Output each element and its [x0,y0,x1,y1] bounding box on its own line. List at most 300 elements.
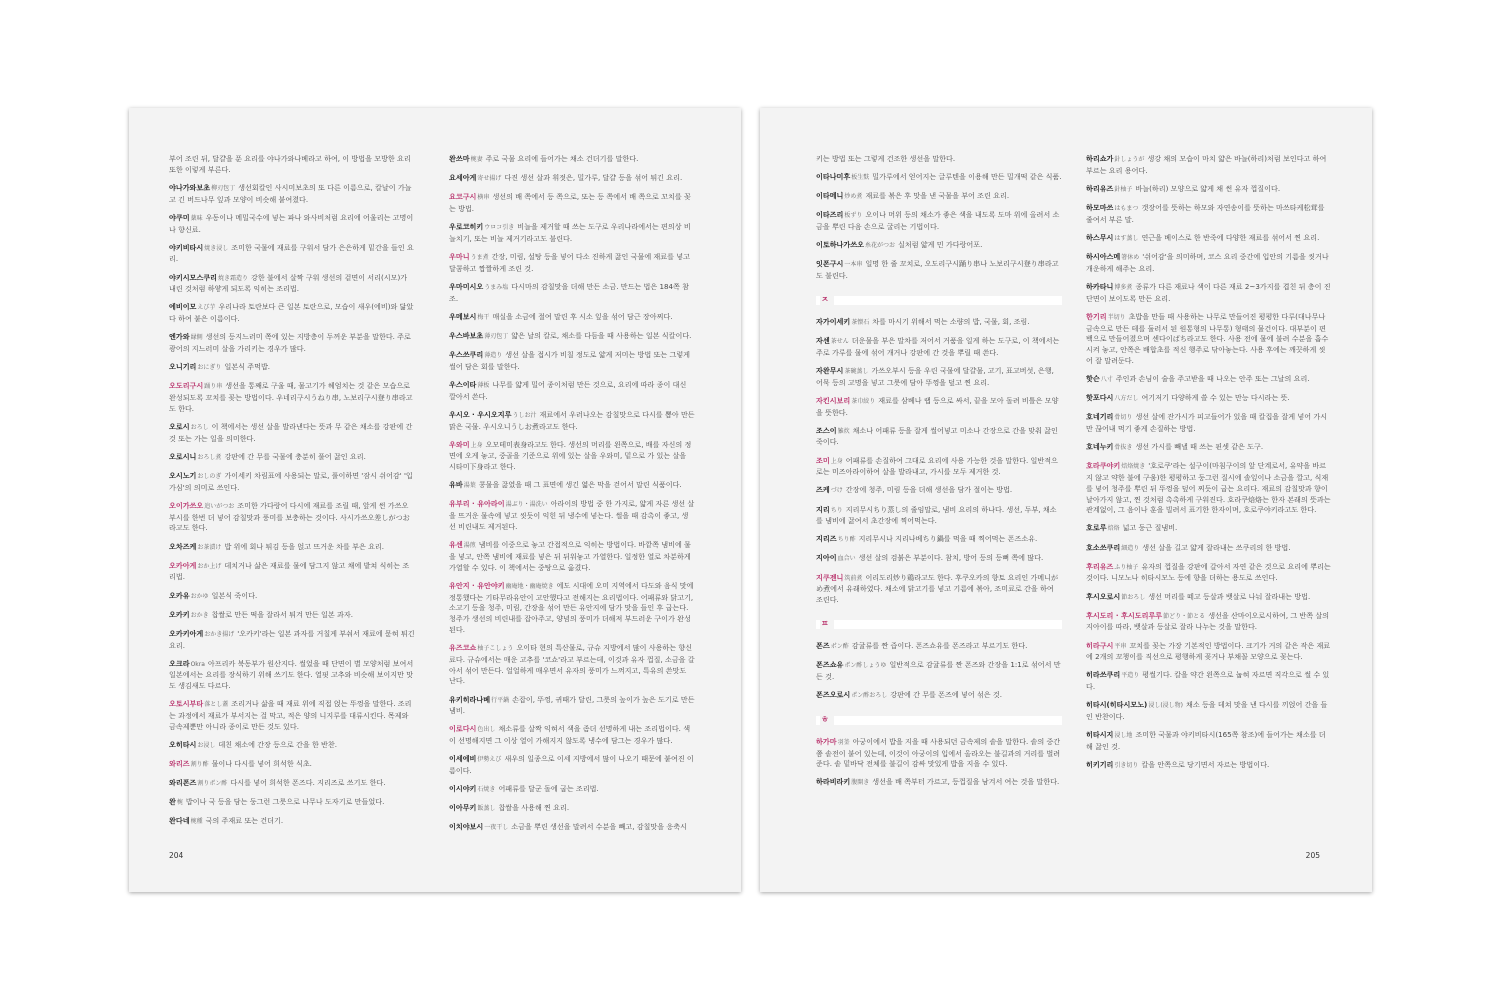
entry-term: 이로다시 [449,724,477,734]
entry-reading: 平造り [1121,672,1140,680]
glossary-entry [816,573,1062,606]
entry-reading: 薬味 [190,214,203,222]
entry-definition: 손잡이, 뚜껑, 귀때가 달린, 그릇의 높이가 높은 도기로 만든 냄비. [449,694,695,716]
entry-term: 오카유 [169,590,190,600]
entry-definition: 어패류를 손질하여 그대로 요리에 사용 가능한 것을 말한다. 일반적으로는 미즈아라이하여 살을 발라내고, 가시를 모두 제거한 것. [816,455,1058,477]
glossary-entry [816,737,1062,770]
glossary-entry [449,822,695,834]
entry-reading: 焼き霜造り [217,274,248,282]
entry-reading: 縁側 [190,334,203,342]
entry-definition: 주인과 손님이 술을 주고받을 때 나오는 안주 또는 그날의 요리. [1115,374,1310,384]
entry-reading: 半切り [1107,313,1126,321]
glossary-entry [449,754,695,777]
entry-term: 히라쓰쿠리 [1086,670,1121,680]
entry-reading: 薄刃包丁 [484,332,509,340]
entry-term: 오니기리 [169,362,197,372]
entry-definition: 채소나 어패류 등을 잘게 썰어넣고 미소나 간장으로 간을 맞춰 끓인 죽이다. [816,425,1058,447]
entry-term: 호소쓰쿠리 [1086,542,1121,552]
entry-term: 호라쿠야키 [1086,461,1121,471]
entry-reading: えび芋 [197,304,216,312]
entry-reading: 石焼き [477,786,496,794]
glossary-entry [1086,611,1332,634]
glossary-entry [169,542,415,554]
entry-term: 지리즈 [816,534,837,544]
entry-reading: 茶せん [830,337,849,345]
entry-reading: 細造り [1121,544,1140,552]
entry-definition: 일명 한 줄 꼬치로, 오도리구시踊り串나 노보리구시登り串라고도 불린다. [816,259,1059,281]
entry-definition: 바늘(하리) 모양으로 얇게 채 썬 유자 껍질이다. [1135,183,1281,193]
glossary-entry [816,690,1062,702]
glossary-entry [1086,412,1332,435]
glossary-entry [449,331,695,343]
entry-reading: 板ずり [844,212,863,220]
glossary-entry [449,440,695,473]
glossary-entry [449,784,695,796]
glossary-entry [169,422,415,445]
glossary-entry [169,362,415,374]
entry-definition: 생선 살을 길고 얇게 잘라내는 쓰쿠리의 한 방법. [1142,542,1291,552]
entry-definition: 조미한 국물과 야키비타시(165쪽 참조)에 들어가는 채소를 더해 끓인 것. [1086,730,1326,752]
entry-term: 야키비타시 [169,242,204,252]
entry-reading: 椀妻 [470,156,483,163]
entry-term: 오차즈케 [169,541,197,551]
entry-definition: '오카키'라는 일본 과자를 거칠게 부숴서 재료에 묻혀 튀긴 요리. [169,628,415,650]
glossary-entry [1086,374,1332,386]
entry-term: 히키기리 [1086,760,1114,770]
entry-definition: 비늘을 제거할 때 쓰는 도구로 우리나라에서는 편의상 비늘치기, 또는 비늘 제거기라고도 불린다. [449,222,691,243]
entry-reading: 横串 [477,194,490,202]
entry-definition: 강판에 간 무를 폰즈에 넣어 섞은 것. [890,689,1003,699]
glossary-entry [816,154,1062,165]
glossary-entry [1086,312,1332,367]
glossary-entry [1086,670,1332,693]
glossary-entry [816,426,1062,449]
entry-reading: 割り酢 [190,761,209,769]
entry-definition: 얇은 날의 칼로, 채소를 다듬을 때 사용하는 일본 식칼이다. [511,330,692,340]
section-letter: ㅍ [820,618,834,630]
entry-reading: 椀 [176,799,183,807]
glossary-column [449,154,695,854]
entry-definition: 찹쌀을 사용해 찐 요리. [498,803,570,813]
glossary-entry [1086,700,1332,723]
entry-reading: 行平鍋 [491,696,510,704]
entry-term: 폰즈오로시 [816,689,851,699]
entry-term: 하라비라키 [816,777,851,787]
entry-reading: ウロコ引き [484,224,515,232]
glossary-entry [1086,154,1332,177]
entry-definition: 다시를 넣어 희석한 폰즈다. 지리즈로 쓰기도 한다. [230,778,386,788]
entry-reading: 八寸 [1100,376,1113,384]
entry-definition: '쉬어감'을 의미하며, 코스 요리 중간에 입안의 기름을 씻거나 개운하게 해주는 요리. [1086,251,1329,273]
entry-reading: 引き切り [1114,762,1139,770]
entry-term: 잇폰구시 [816,259,844,269]
entry-term: 조미 [816,455,830,465]
entry-definition: 국의 주재료 또는 건더기. [205,816,284,826]
glossary-entry [1086,184,1332,196]
entry-reading: 炒め煮 [844,193,863,201]
entry-reading: うま煮 [470,253,489,261]
entry-reading: 箸休め [1121,253,1140,261]
entry-term: 히타시(히타시모노) [1086,700,1148,710]
entry-term: 완다네 [169,816,190,826]
entry-reading: 茶巾絞り [851,397,876,405]
entry-definition: 소금을 뿌린 생선을 말려서 수분을 빼고, 감칠맛을 응축시 [511,822,687,832]
entry-definition: 간장, 미림, 설탕 등을 넣어 다소 진하게 끓인 국물에 재료를 넣고 달콤하고 짭짤하게 조린 것. [449,251,690,273]
entry-definition: 콩물을 끓였을 때 그 표면에 생긴 엷은 막을 걷어서 말린 식품이다. [478,480,682,490]
entry-term: 완 [169,797,176,807]
entry-term: 호네기리 [1086,412,1114,422]
entry-definition: 초밥을 만들 때 사용하는 나무로 만들어진 평평한 다루(대나무나 금속으로 만든 테를 둘러서 된 원통형의 나무통) 형태의 물건이다. 대부분이 편백으로 만들어졌으며 센다이ばち라고도 한다. 사용 전에 물에 불려 수분을 흡수시켜 놓고, 안쪽은 배합초를 적신 행주로 닦아놓는다. 사용 후에는 깨끗하게 씻어 잘 말려둔다. [1086,311,1329,365]
entry-reading: 薄板 [477,381,490,389]
entry-term: 오로시니 [169,451,197,461]
glossary-entry [169,699,415,732]
section-header [816,620,1062,629]
entry-term: 우마니 [449,251,470,261]
glossary-entry [449,724,695,747]
glossary-entry [169,629,415,652]
entry-reading: おかゆ [190,592,209,600]
entry-reading: はもまつ [1114,204,1139,212]
glossary-entry [816,456,1062,479]
entry-term: 호로루 [1086,523,1107,533]
entry-reading: おしのぎ [197,473,222,480]
entry-definition: 냄비를 이중으로 놓고 간접적으로 익히는 방법이다. 바깥쪽 냄비에 물을 넣고, 안쪽 냄비에 재료를 넣은 뒤 뒤워놓고 가열한다. 일정한 열로 차분하게 가열할 수 있다. 이 책에서는 중탕으로 옮겼다. [449,540,691,572]
glossary-entry [816,336,1062,359]
entry-reading: 血合い [837,555,856,563]
entry-reading: 骨切り [1114,414,1133,422]
glossary-entry [1086,252,1332,275]
entry-term: 히타시지 [1086,730,1114,740]
page-number: 204 [169,851,184,860]
entry-definition: 실처럼 얇게 민 가다랑어포. [897,240,983,250]
entry-term: 우시오 · 우시오지루 [449,409,512,419]
glossary-entry [449,581,695,636]
entry-term: 유즈코쇼 [449,643,477,653]
entry-term: 우로코히키 [449,222,484,232]
glossary-entry [169,154,415,176]
glossary-entry [169,561,415,584]
section-header [816,296,1062,305]
entry-term: 한기리 [1086,311,1107,321]
entry-reading: 柚子こしょう [477,645,514,653]
entry-reading: 梅干 [477,313,490,321]
entry-definition: 가이세키 차림표에 사용되는 말로, 풀이하면 '잠시 쉬어감' '입가심'의 의미로 쓰인다. [169,471,413,492]
glossary-entry [449,312,695,324]
entry-term: 요코구시 [449,192,477,202]
entry-reading: うしお汁 [512,411,537,419]
entry-term: 자센 [816,335,830,345]
entry-term: 핫슨 [1086,374,1100,384]
entry-definition: 일본식 죽이다. [211,590,258,600]
entry-definition: 나무를 얇게 밀어 종이처럼 만든 것으로, 요리에 따라 종이 대신 깔아서 쓴다. [449,379,687,401]
entry-definition: 생선 살을 접시가 비칠 정도로 얇게 저미는 방법 또는 그렇게 썰어 담은 회를 말한다. [449,349,691,371]
entry-term: 우마미시오 [449,281,484,291]
entry-definition: 아프리카 북동부가 원산지다. 썰었을 때 단면이 별 모양처럼 보여서 일본에서는 요리를 장식하기 위해 쓰기도 한다. 열핏 고추와 비슷해 보이지만 맛도 생김새도 다르다. [169,658,414,691]
entry-term: 오카키아게 [169,628,204,638]
entry-definition: 일본식 주먹밥. [224,362,271,372]
entry-reading: 湯煎 [463,542,476,550]
entry-term: 즈케 [816,485,830,495]
entry-reading: ポン酢しょうゆ [844,662,887,670]
entry-reading: 針しょうが [1114,156,1145,163]
entry-definition: 부어 조린 뒤, 달걀을 푼 요리를 야나가와나베라고 하여, 이 방법을 모방한 요리 또한 이렇게 부른다. [169,154,411,174]
glossary-entry [816,259,1062,282]
entry-definition: 다진 생선 살과 휘젓은, 밀가루, 달걀 등을 섞어 튀긴 요리. [504,173,683,183]
entry-reading: 平串 [1114,642,1127,650]
glossary-entry [169,213,415,236]
left-page [129,108,741,892]
glossary-entry [816,396,1062,419]
entry-reading: 湯ぶり・湯洗い [505,501,548,509]
entry-term: 하카타니 [1086,281,1114,291]
entry-reading: 追いがつお [204,502,235,510]
entry-definition: 생선을 배 쪽부터 가르고, 등껍질을 남겨서 여는 것을 말한다. [872,777,1060,787]
entry-reading: 節どり・節とる [1163,612,1206,620]
glossary-entry [169,332,415,355]
entry-reading: 飯蒸し [477,805,496,813]
entry-term: 히라구시 [1086,640,1114,650]
glossary-entry [169,816,415,828]
glossary-entry [449,282,695,305]
glossary-entry [816,366,1062,389]
entry-definition: 갯장어를 뜻하는 하모와 자연송이를 뜻하는 마쓰타케松茸를 줄여서 부른 말. [1086,202,1325,224]
entry-reading: 羽釜 [837,738,850,746]
entry-term: 하리유즈 [1086,183,1114,193]
entry-definition: 찹쌀로 만든 떡을 잘라서 튀겨 만든 일본 과자. [211,609,353,619]
entry-definition: 생선회칼인 사시미보초의 또 다른 이름으로, 칼날이 가늘고 긴 버드나무 잎과 모양이 비슷해 붙여졌다. [169,182,412,204]
entry-term: 하모마쓰 [1086,202,1114,212]
glossary-entry [1086,562,1332,585]
entry-term: 핫포다시 [1086,393,1114,403]
entry-term: 오시노기 [169,471,197,480]
glossary-entry [1086,233,1332,245]
entry-reading: おかき揚げ [204,630,235,638]
entry-definition: 이 책에서는 생선 살을 발라낸다는 뜻과 무 같은 채소를 강판에 간 것 또는 가는 일을 의미한다. [169,422,413,443]
glossary-entry [816,641,1062,653]
glossary-entry [1086,282,1332,305]
entry-reading: 色出し [477,726,496,734]
entry-definition: 강판에 간 무를 국물에 충분히 풀어 끓인 요리. [224,451,366,461]
glossary-entry [169,183,415,206]
entry-definition: 오이나 머위 등의 채소가 좋은 색을 내도록 도마 위에 올려서 소금을 뿌린 다음 손으로 굴리는 기법이다. [816,210,1060,232]
entry-definition: 데친 채소에 간장 등으로 간을 한 반찬. [218,740,338,750]
entry-definition: 강한 불에서 살짝 구워 생선의 겉면이 서리(시모)가 내린 것처럼 하얗게 되도록 익히는 조리법. [169,272,408,294]
page-number: 205 [1305,851,1320,860]
entry-term: 조스이 [816,425,837,435]
entry-term: 유안지 · 유안야키 [449,580,505,590]
entry-term: 와리즈 [169,759,190,769]
entry-definition: 생선을 산마이오로시하여, 그 반쪽 살의 지아이를 따라, 뱃살과 등살로 잘라 나누는 것을 말한다. [1086,610,1330,632]
entry-reading: 茶碗蒸し [844,367,869,375]
glossary-entry [816,172,1062,184]
glossary-entry [449,350,695,373]
entry-reading: 薄造り [484,351,503,359]
entry-reading: お茶漬け [197,543,222,551]
entry-term: 유센 [449,540,463,550]
entry-reading: おろし煮 [197,453,222,461]
section-letter: ㅎ [820,714,834,726]
entry-definition: 밀가루에서 얻어지는 글루텐을 이용해 만든 밀개떡 같은 식품. [872,172,1062,182]
entry-term: 이타메니 [816,191,844,201]
entry-reading: 茶懐石 [851,318,870,326]
glossary-entry [1086,461,1332,516]
entry-definition: 조미한 국물에 재료를 구워서 담가 은은하게 밑간을 들인 요리. [169,242,414,264]
glossary-entry [449,154,695,166]
entry-definition: 생선 가시를 빼낼 때 쓰는 핀셋 같은 도구. [1135,442,1264,452]
glossary-entry [169,471,415,494]
entry-reading: 糸花がつお [864,242,895,250]
glossary-entry [1086,203,1332,226]
entry-definition: 지리무시나 지리나베ちり鍋를 먹을 때 찍어먹는 폰즈소유. [858,534,1038,544]
entry-definition: 오이타 현의 특산물로, 규슈 지방에서 많이 사용하는 향신료다. 규슈에서는 매운 고추를 '코쇼'라고 부르는데, 이것과 유자 껍질, 소금을 갈아서 섞어 만든다. 얼얼하게 매우면서 유자의 풍미가 느껴지고, 특유의 쓴맛도 난다. [449,643,695,686]
glossary-entry [1086,393,1332,405]
glossary-column [816,154,1062,854]
glossary-entry [449,380,695,403]
glossary-entry [169,591,415,603]
entry-definition: 생선을 통째로 구울 때, 물고기가 헤엄치는 것 같은 모습으로 완성되도록 꼬치를 꽂는 방법이다. 우네리구시うねり串, 노보리구시登り串라고도 한다. [169,381,413,413]
entry-definition: 데치거나 삶은 재료를 물에 담그지 않고 채에 밭쳐 식히는 조리법. [169,560,410,582]
entry-definition: 생선 살의 검붉은 부분이다. 참치, 방어 등의 등뼈 쪽에 많다. [858,553,1044,563]
entry-reading: おかき [190,611,209,619]
glossary-entry [1086,442,1332,454]
entry-term: 우스이타 [449,379,477,389]
entry-term: 야나가와보초 [169,182,211,192]
glossary-entry [1086,730,1332,753]
glossary-entry [1086,641,1332,664]
entry-reading: はす蒸し [1114,234,1139,242]
entry-definition: '호로쿠'라는 설구이(마침구이의 앞 단계로서, 유약을 바르지 않고 약한 불에 구움)한 평평하고 둥그런 질시에 솔잎이나 소금을 깔고, 식재를 넣어 청주를 뿌린 뒤 뚜껑을 덮어 찌듯이 굽는 요리다. 재료의 감칠맛과 향이 날아가지 않고, 찐 것처럼 촉촉하게 구워진다. 호라쿠焙烙는 한자 본래의 뜻과는 관계없이, 그 음이나 훈을 빌려서 표기한 한자이며, 호로쿠야키라고도 한다. [1086,461,1331,515]
entry-reading: 割りポン酢 [197,780,228,788]
entry-definition: 에도 시대에 오미 지역에서 다도와 음식 맛에 정통했다는 기타무라유안이 고안했다고 전해지는 요리법이다. 어패류와 닭고기, 소고기 등을 청주, 미림, 간장을 섞어 만든 유안지에 담가 맛을 들인 후 굽는다. 청주가 생선의 비린내를 잡아주고, 양념의 풍미가 더해져 부드러운 구이가 완성된다. [449,580,694,634]
entry-definition: 연근을 베이스로 한 반죽에 다양한 재료를 섞어서 찐 요리. [1141,232,1320,242]
glossary-entry [169,759,415,771]
entry-reading: 浸し(浸し物) [1148,702,1183,710]
entry-term: 이시야키 [449,784,477,794]
entry-term: 폰즈쇼유 [816,660,844,670]
entry-definition: 밥이나 국 등을 담는 둥그런 그릇으로 나무나 도자기로 만들었다. [185,797,385,807]
entry-term: 완쓰마 [449,154,470,163]
entry-definition: 간장에 청주, 미림 등을 더해 생선을 담가 절이는 방법. [845,485,1013,495]
entry-term: 유바 [449,480,463,490]
glossary-entry [816,317,1062,329]
glossary-entry [449,410,695,433]
entry-term: 폰즈 [816,640,830,650]
entry-term: 하가마 [816,736,837,746]
entry-term: 이치야보시 [449,822,484,832]
entry-definition: 밥 위에 회나 튀김 등을 얹고 뜨거운 차를 부은 요리. [224,541,385,551]
entry-reading: 上身 [830,457,843,465]
entry-definition: 유자의 껍질을 강판에 갈아서 자연 같은 것으로 요리에 뿌리는 것이다. 니모노나 히타시모노 등에 향을 더하는 용도로 쓰인다. [1086,561,1331,583]
right-page [760,108,1372,892]
entry-term: 오도리구시 [169,381,204,391]
glossary-entry [1086,523,1332,535]
entry-definition: 칼을 안쪽으로 당기면서 자르는 방법이다. [1141,760,1270,770]
glossary-entry [169,659,415,692]
glossary-entry [169,302,415,325]
entry-definition: 이리도리炒り鶏라고도 한다. 후쿠오카의 향토 요리인 가메니がめ煮에서 유래하였다. 채소에 닭고기를 넣고 기름에 볶아, 조미료로 간을 하여 조린다. [816,572,1059,605]
entry-reading: 浸し地 [1114,732,1133,740]
entry-term: 유부리 · 유아라이 [449,499,505,509]
entry-term: 우와미 [449,439,470,449]
entry-term: 오이가쓰오 [169,500,204,510]
glossary-entry [449,222,695,245]
entry-term: 이토하나가쓰오 [816,240,864,250]
entry-definition: 여기저기 다양하게 쓸 수 있는 만능 다시라는 뜻. [1141,393,1290,403]
entry-reading: 焙烙焼き [1121,463,1146,471]
entry-reading: 柳刃包丁 [211,184,236,192]
entry-definition: 꼬치를 꽂는 가장 기본적인 방법이다. 크기가 거의 같은 작은 재료에 2개의 꼬챙이를 직선으로 평행하게 꽂거나 부채꼴 모양으로 꽂는다. [1086,640,1331,662]
glossary-entry [816,553,1062,565]
entry-term: 우스바보초 [449,330,484,340]
glossary-entry [816,777,1062,789]
entry-reading: 板生麩 [851,174,870,182]
section-letter: ㅈ [820,294,834,306]
entry-term: 호네누키 [1086,442,1114,452]
entry-reading: 節おろし [1121,593,1146,601]
entry-term: 이아무키 [449,803,477,813]
entry-definition: 조리거나 삶을 때 재료 위에 직접 얹는 뚜껑을 말한다. 조리는 과정에서 재료가 부서지는 걸 막고, 적은 양의 니지루를 대류시킨다. 목제와 금속제뿐만 아니라 종이로 만든 것도 있다. [169,699,412,731]
glossary-entry [449,499,695,532]
entry-term: 지리 [816,504,830,514]
entry-definition: 재료를 볶은 후 맛을 낸 국물을 부어 조린 요리. [865,191,1010,201]
entry-reading: 湯葉 [463,482,476,490]
glossary-entry [816,191,1062,203]
entry-reading: 骨抜き [1114,444,1133,452]
entry-definition: 지리무시ちり蒸し의 줄임말로, 냄비 요리의 하나다. 생선, 두부, 채소를 냄비에 끓여서 초간장에 찍어먹는다. [816,504,1057,526]
entry-definition: 종류가 다른 재료나 색이 다른 재료 2~3가지를 겹친 뒤 층이 진 단면이 보이도록 만든 요리. [1086,281,1331,303]
entry-reading: 椀種 [190,818,203,826]
entry-definition: 생선 살에 잔가시가 피고들어가 있을 때 칼집을 잘게 넣어 가시만 끊어내 먹기 좋게 손질하는 방법. [1086,412,1328,434]
entry-reading: づけ [830,487,843,495]
glossary-entry [1086,592,1332,604]
entry-term: 하리쇼가 [1086,154,1114,163]
glossary-entry [449,173,695,185]
glossary-entry [816,534,1062,546]
entry-reading: 博多煮 [1114,283,1133,291]
entry-definition: 일반적으로 감귤류를 짠 폰즈와 간장을 1:1로 섞어서 만든 것. [816,660,1061,681]
entry-term: 하시아스메 [1086,251,1121,261]
entry-definition: 가쓰오부시 등을 우린 국물에 달걀물, 고기, 표고버섯, 은행, 어묵 등의 고명을 넣고 그릇에 담아 뚜껑을 덮고 찐 요리. [816,365,1054,387]
glossary-entry [449,643,695,687]
entry-term: 유키히라나베 [449,694,491,704]
entry-definition: 어패류를 달군 돌에 굽는 조리법. [498,784,599,794]
glossary-entry [169,243,415,266]
entry-definition: 조미한 가다랑어 다시에 재료를 조릴 때, 앞게 썬 가쓰오부시를 한번 더 넣어 감칠맛과 풍미를 보충하는 것이다. 사시가쓰오差しがつお라고도 한다. [169,500,410,533]
entry-term: 우스쓰쿠리 [449,349,484,359]
glossary-entry [816,485,1062,497]
glossary-entry [169,610,415,622]
entry-term: 이타즈리 [816,210,844,220]
entry-reading: 筑前煮 [844,574,863,582]
glossary-entry [169,381,415,414]
entry-definition: 아궁이에서 밥을 지을 때 사용되던 금속제의 솥을 말한다. 솥의 중간쯤 솥전이 붙어 있는데, 이것이 아궁이의 입에서 올라오는 불길과의 거리를 벌려준다. 솥 밑바닥 전체를 불길이 감싸 맛있게 밥을 지을 수 있다. [816,736,1061,769]
entry-reading: ポン酢 [830,642,849,650]
entry-reading: 腹開き [851,779,870,787]
entry-definition: 아라이의 방법 중 한 가지로, 얇게 자른 생선 살을 뜨거운 물속에 넣고 씻듯이 익힌 뒤 냉수에 넣는다. 썰을 때 감촉이 좋고, 생선 비린내도 제거된다. [449,499,695,531]
entry-reading: 寄せ揚げ [477,175,502,183]
entry-definition: 재료에서 우러나오는 감칠맛으로 다시를 뽑아 만든 맑은 국물. 우시오니うしお煮라고도 한다. [449,409,695,431]
entry-definition: 넓고 둥근 질냄비. [1122,523,1178,533]
entry-term: 와리폰즈 [169,778,197,788]
entry-reading: ちり酢 [837,536,856,544]
entry-definition: 차를 마시기 위해서 먹는 소량의 밥, 국물, 회, 조림. [872,316,1030,326]
entry-reading: Okra [190,660,205,668]
glossary-entry [169,778,415,790]
entry-definition: 오모테미表身라고도 한다. 생선의 머리를 왼쪽으로, 배를 자신의 정면에 오게 놓고, 중골을 기준으로 위에 있는 살을 우와미, 밑으로 가 있는 살을 시타미下身라고 한다. [449,439,692,472]
entry-reading: おか上げ [197,562,222,570]
entry-term: 오토시부타 [169,699,204,709]
entry-term: 지쿠젠니 [816,572,844,582]
